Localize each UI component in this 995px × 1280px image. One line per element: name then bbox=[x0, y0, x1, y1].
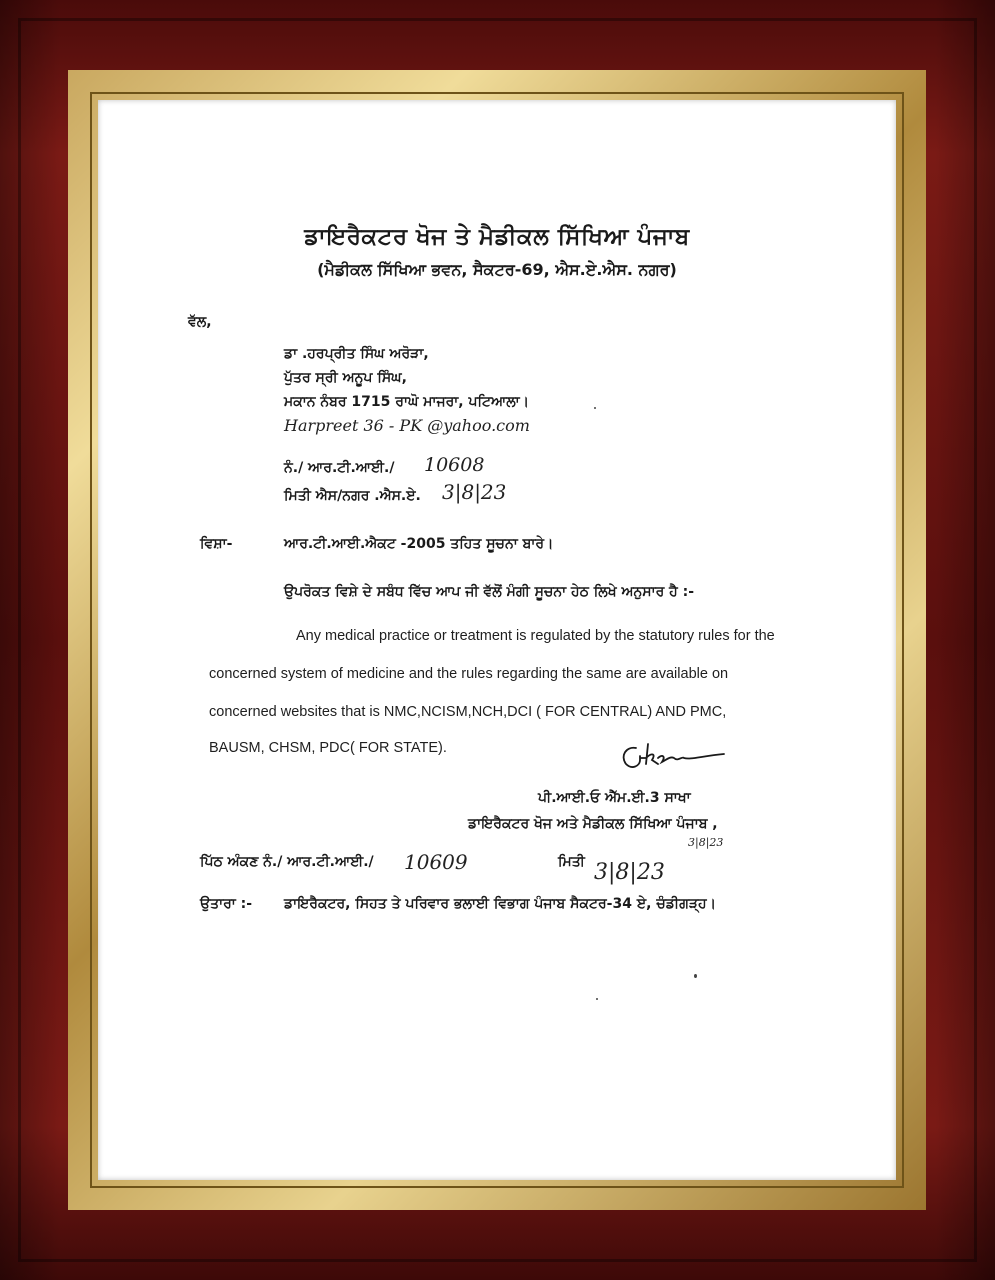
signatory-title: ਪੀ.ਆਈ.ਓ ਐੱਮ.ਈ.3 ਸਾਖਾ bbox=[538, 790, 691, 806]
body-line: Any medical practice or treatment is regulated by the statutory rules for the bbox=[296, 628, 775, 644]
subject-label: ਵਿਸ਼ਾ- bbox=[200, 536, 233, 552]
body-line: concerned websites that is NMC,NCISM,NCH,DCI ( FOR CENTRAL) AND PMC, bbox=[209, 704, 727, 720]
endorsement-date: 3|8|23 bbox=[594, 860, 665, 885]
copy-label: ਉਤਾਰਾ :- bbox=[200, 896, 253, 912]
scan-speck bbox=[694, 974, 697, 978]
date-value: 3|8|23 bbox=[442, 480, 507, 504]
body-line: concerned system of medicine and the rules regarding the same are available on bbox=[209, 666, 729, 682]
letter-heading: ਡਾਇਰੈਕਟਰ ਖੋਜ ਤੇ ਮੈਡੀਕਲ ਸਿੱਖਿਆ ਪੰਜਾਬ bbox=[304, 224, 690, 250]
body-line: BAUSM, CHSM, PDC( FOR STATE). bbox=[209, 740, 447, 756]
signatory-date: 3|8|23 bbox=[688, 836, 724, 849]
subject-text: ਆਰ.ਟੀ.ਆਈ.ਐਕਟ -2005 ਤਹਿਤ ਸੂਚਨਾ ਬਾਰੇ। bbox=[284, 536, 554, 552]
reference-label: ਨੰ./ ਆਰ.ਟੀ.ਆਈ./ bbox=[284, 460, 395, 476]
signatory-office: ਡਾਇਰੈਕਟਰ ਖੋਜ ਅਤੇ ਮੈਡੀਕਲ ਸਿੱਖਿਆ ਪੰਜਾਬ , bbox=[468, 816, 718, 832]
copy-text: ਡਾਇਰੈਕਟਰ, ਸਿਹਤ ਤੇ ਪਰਿਵਾਰ ਭਲਾਈ ਵਿਭਾਗ ਪੰਜਾਬ ਸੈਕਟਰ-34 ਏ, ਚੰਡੀਗੜ੍ਹ। bbox=[284, 896, 717, 912]
letter-document bbox=[98, 100, 896, 1180]
endorsement-label: ਪਿੱਠ ਅੰਕਣ ਨੰ./ ਆਰ.ਟੀ.ਆਈ./ bbox=[200, 854, 374, 870]
recipient-address: ਮਕਾਨ ਨੰਬਰ 1715 ਰਾਘੋ ਮਾਜਰਾ, ਪਟਿਆਲਾ। bbox=[284, 394, 530, 410]
endorsement-date-label: ਮਿਤੀ bbox=[558, 854, 585, 870]
signature-image bbox=[618, 740, 728, 774]
endorsement-number: 10609 bbox=[404, 850, 468, 874]
intro-text: ਉਪਰੋਕਤ ਵਿਸ਼ੇ ਦੇ ਸਬੰਧ ਵਿੱਚ ਆਪ ਜੀ ਵੱਲੋਂ ਮੰਗੀ ਸੂਚਨਾ ਹੇਠ ਲਿਖੇ ਅਨੁਸਾਰ ਹੈ :- bbox=[284, 584, 695, 600]
recipient-relation: ਪੁੱਤਰ ਸ੍ਰੀ ਅਨੂਪ ਸਿੰਘ, bbox=[284, 370, 407, 386]
date-label: ਮਿਤੀ ਐਸ/ਨਗਰ .ਐਸ.ਏ. bbox=[284, 488, 421, 504]
recipient-name: ਡਾ .ਹਰਪ੍ਰੀਤ ਸਿੰਘ ਅਰੋੜਾ, bbox=[284, 346, 429, 362]
to-label: ਵੱਲ, bbox=[188, 314, 212, 330]
scan-speck bbox=[596, 998, 598, 1000]
recipient-email: Harpreet 36 - PK @yahoo.com bbox=[284, 416, 530, 435]
letter-subheading: (ਮੈਡੀਕਲ ਸਿੱਖਿਆ ਭਵਨ, ਸੈਕਟਰ-69, ਐਸ.ਏ.ਐਸ. ਨਗਰ) bbox=[317, 260, 677, 279]
reference-number: 10608 bbox=[424, 454, 485, 476]
scan-speck bbox=[594, 407, 596, 409]
